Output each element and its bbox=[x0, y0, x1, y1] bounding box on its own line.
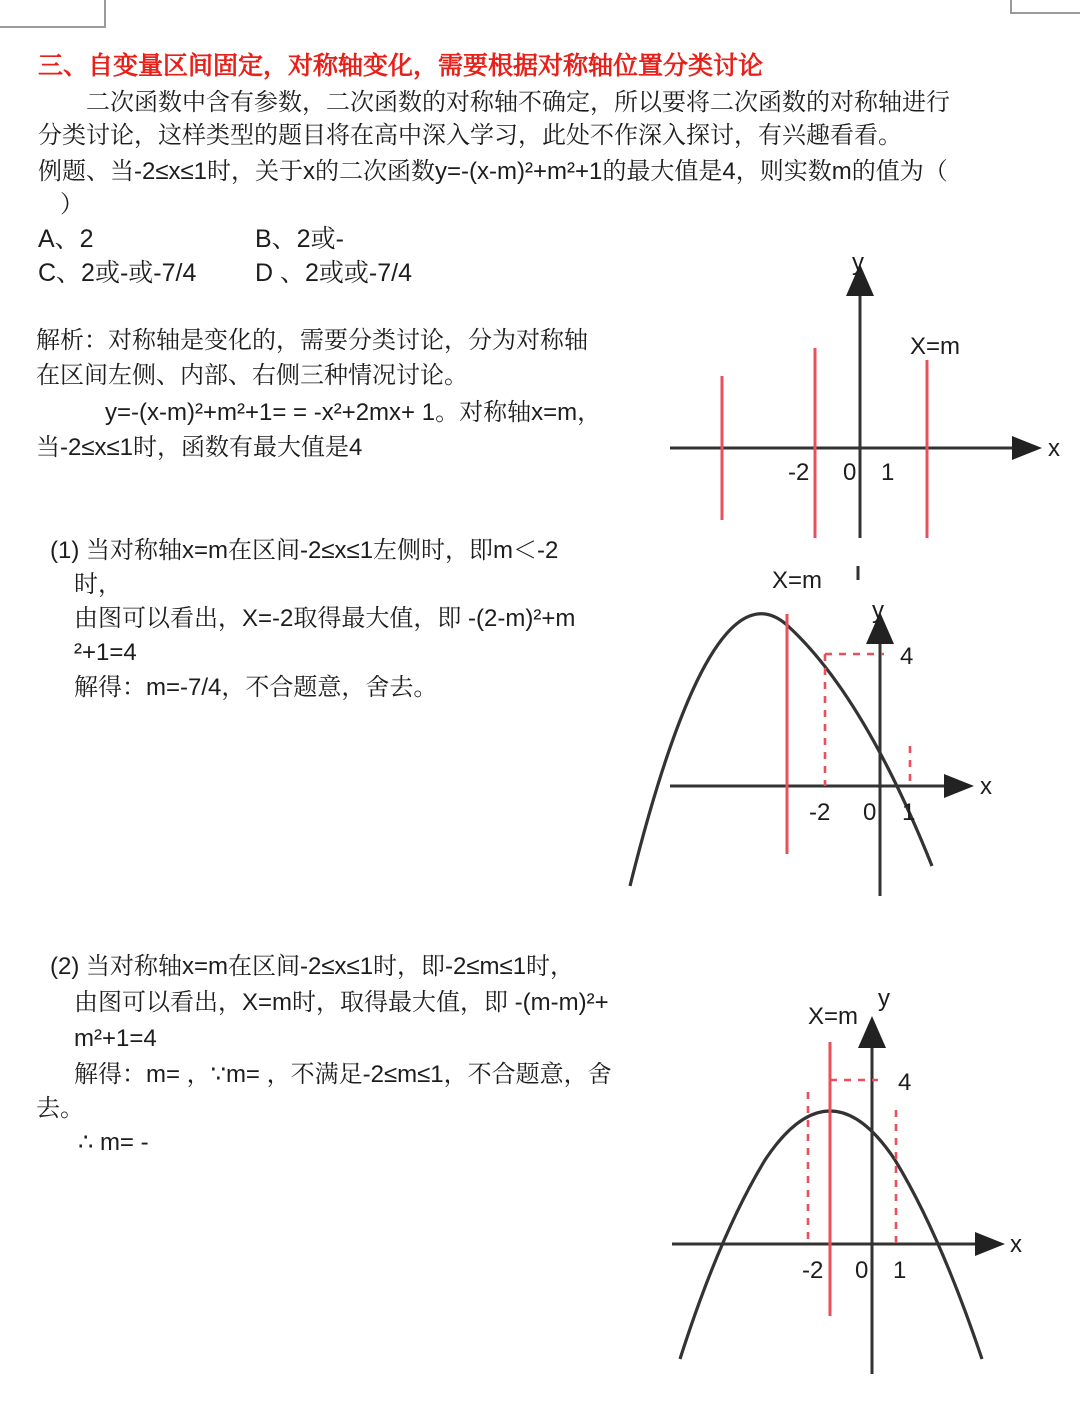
tick-label-zero: 0 bbox=[855, 1257, 869, 1284]
tick-label-zero: 0 bbox=[843, 459, 857, 486]
case1-line-1: (1) 当对称轴x=m在区间-2≤x≤1左侧时，即m＜-2 bbox=[50, 537, 559, 564]
problem-statement-line-2: ） bbox=[60, 191, 84, 218]
case2-line-2: 由图可以看出，X=m时，取得最大值，即 -(m-m)²+ bbox=[74, 989, 609, 1016]
case2-line-4: 解得：m= ，∵m= ，不满足-2≤m≤1，不合题意，舍 bbox=[74, 1061, 612, 1088]
page-corner-mark-top-right bbox=[1010, 0, 1080, 14]
case1-line-2: 时， bbox=[74, 571, 122, 598]
x-axis-arrowhead bbox=[944, 774, 974, 798]
diagram-case2-parabola bbox=[650, 984, 1060, 1384]
max-value-label: 4 bbox=[898, 1069, 912, 1096]
parabola-curve bbox=[630, 614, 932, 886]
tick-label-one: 1 bbox=[893, 1257, 907, 1284]
case1-line-3: 由图可以看出，X=-2取得最大值，即 -(2-m)²+m bbox=[74, 605, 576, 632]
option-a[interactable]: A、2 bbox=[38, 225, 94, 253]
option-d[interactable]: D 、2或或-7/4 bbox=[255, 259, 412, 287]
diagram-case1-parabola bbox=[612, 566, 1052, 916]
y-axis-label: y bbox=[878, 985, 890, 1012]
intro-paragraph-line-2: 分类讨论，这样类型的题目将在高中深入学习，此处不作深入探讨，有兴趣看看。 bbox=[38, 122, 902, 149]
tick-label-one: 1 bbox=[881, 459, 895, 486]
case2-line-1: (2) 当对称轴x=m在区间-2≤x≤1时，即-2≤m≤1时， bbox=[50, 953, 575, 980]
case2-line-5: 去。 bbox=[36, 1095, 84, 1122]
section-heading: 三、自变量区间固定，对称轴变化，需要根据对称轴位置分类讨论 bbox=[38, 52, 764, 80]
x-axis-label: x bbox=[980, 773, 992, 800]
case2-line-6: ∴ m= - bbox=[78, 1129, 149, 1156]
case1-line-4: ²+1=4 bbox=[74, 639, 137, 666]
analysis-line-1: 解析：对称轴是变化的，需要分类讨论，分为对称轴 bbox=[36, 327, 588, 354]
tick-label-minus-2: -2 bbox=[788, 459, 810, 486]
tick-label-minus-2: -2 bbox=[809, 799, 831, 826]
tick-label-one: 1 bbox=[902, 799, 916, 826]
y-axis-label: y bbox=[872, 597, 884, 624]
analysis-line-4: 当-2≤x≤1时，函数有最大值是4 bbox=[36, 434, 363, 461]
tick-label-minus-2: -2 bbox=[802, 1257, 824, 1284]
intro-paragraph-line-1: 二次函数中含有参数，二次函数的对称轴不确定，所以要将二次函数的对称轴进行 bbox=[86, 89, 950, 116]
y-axis-arrowhead bbox=[858, 1016, 886, 1048]
diagram-number-line-cases bbox=[660, 248, 1060, 538]
max-value-label: 4 bbox=[900, 643, 914, 670]
x-axis-arrowhead bbox=[1012, 436, 1042, 460]
y-axis-label: y bbox=[852, 249, 864, 276]
case2-line-3: m²+1=4 bbox=[74, 1025, 157, 1052]
axis-of-symmetry-annotation: X=m bbox=[808, 1003, 859, 1030]
problem-statement-line-1: 例题、当-2≤x≤1时，关于x的二次函数y=-(x-m)²+m²+1的最大值是4，则实数m的值为（ bbox=[38, 158, 948, 185]
axis-of-symmetry-annotation: X=m bbox=[910, 333, 961, 360]
x-axis-arrowhead bbox=[975, 1232, 1005, 1256]
x-axis-label: x bbox=[1048, 435, 1060, 462]
analysis-line-2: 在区间左侧、内部、右侧三种情况讨论。 bbox=[36, 362, 468, 389]
x-axis-label: x bbox=[1010, 1231, 1022, 1258]
page-corner-mark-top-left bbox=[0, 0, 106, 28]
tick-label-zero: 0 bbox=[863, 799, 877, 826]
option-c[interactable]: C、2或-或-7/4 bbox=[38, 259, 197, 287]
case1-line-5: 解得：m=-7/4，不合题意，舍去。 bbox=[74, 674, 438, 701]
axis-of-symmetry-annotation: X=m bbox=[772, 567, 823, 594]
option-b[interactable]: B、2或- bbox=[255, 225, 344, 253]
analysis-line-3: y=-(x-m)²+m²+1= = -x²+2mx+ 1。对称轴x=m， bbox=[105, 399, 602, 426]
